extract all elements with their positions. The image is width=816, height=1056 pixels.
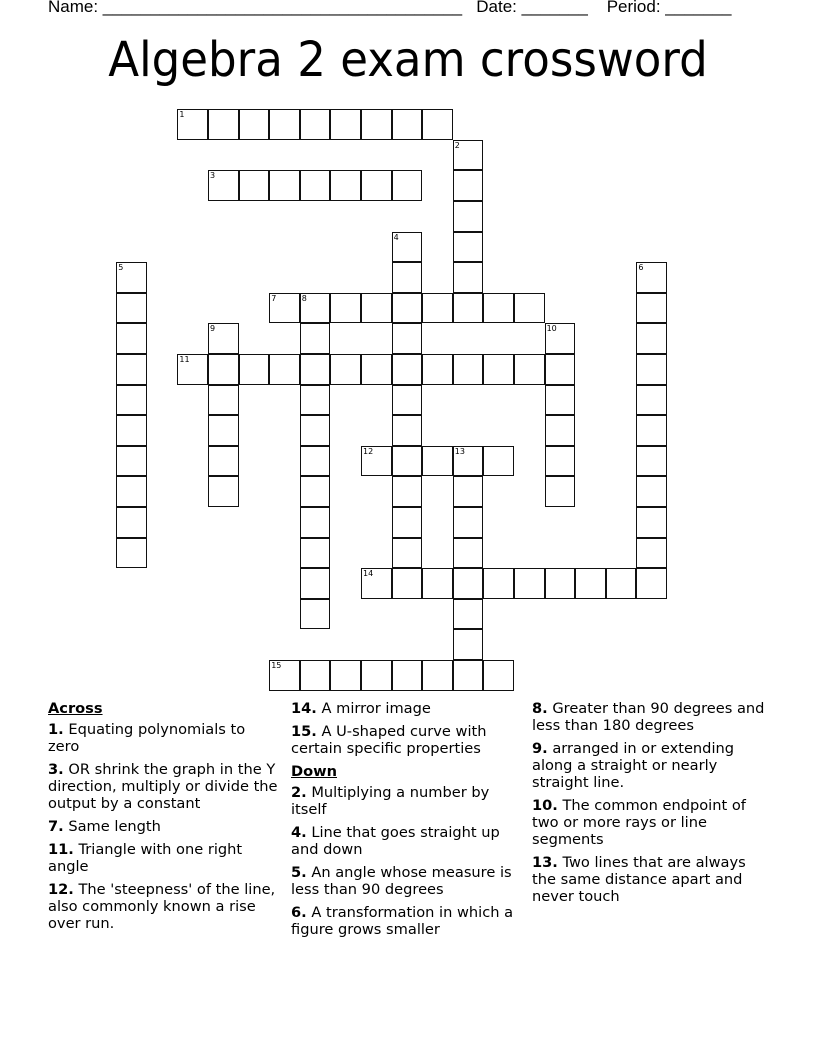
crossword-cell[interactable] [361, 568, 392, 599]
crossword-cell[interactable] [116, 415, 147, 446]
crossword-cell[interactable] [453, 170, 484, 201]
crossword-cell[interactable] [483, 446, 514, 477]
crossword-cell[interactable] [300, 446, 331, 477]
down-heading: Down [291, 763, 338, 780]
crossword-cell[interactable] [269, 109, 300, 140]
date-field-label: Date: _______ [476, 0, 588, 16]
crossword-cell[interactable] [208, 170, 239, 201]
crossword-cell[interactable] [392, 170, 423, 201]
crossword-cell[interactable] [636, 568, 667, 599]
crossword-cell[interactable] [116, 262, 147, 293]
crossword-cell[interactable] [453, 201, 484, 232]
crossword-cell[interactable] [300, 476, 331, 507]
crossword-cell[interactable] [239, 109, 270, 140]
crossword-cell[interactable] [300, 109, 331, 140]
clue-number: 5 [118, 263, 124, 273]
name-field-label: Name: ______________________________________ [48, 0, 463, 16]
crossword-cell[interactable] [330, 354, 361, 385]
clues-column-3 [532, 700, 768, 911]
crossword-cell[interactable] [300, 170, 331, 201]
crossword-cell[interactable] [606, 568, 637, 599]
crossword-cell[interactable] [116, 293, 147, 324]
crossword-cell[interactable] [269, 660, 300, 691]
clue-number: 2 [454, 140, 460, 150]
crossword-cell[interactable] [636, 323, 667, 354]
crossword-cell[interactable] [483, 293, 514, 324]
clue-number: 14 [363, 569, 374, 579]
clue-across-11: 11. Triangle with one right angle [48, 841, 243, 875]
crossword-cell[interactable] [392, 385, 423, 416]
clue-down-13: 13. Two lines that are always the same distance apart and never touch [532, 854, 746, 905]
clue-number: 10 [546, 324, 557, 334]
clue-down-5: 5. An angle whose measure is less than 90 degrees [291, 864, 512, 898]
crossword-cell[interactable] [545, 415, 576, 446]
crossword-cell[interactable] [392, 568, 423, 599]
crossword-cell[interactable] [300, 538, 331, 569]
crossword-cell[interactable] [300, 293, 331, 324]
crossword-cell[interactable] [575, 568, 606, 599]
crossword-cell[interactable] [514, 293, 545, 324]
clues-column-1 [48, 700, 280, 938]
crossword-cell[interactable] [116, 354, 147, 385]
crossword-cell[interactable] [208, 109, 239, 140]
clues-column-2 [291, 700, 523, 944]
crossword-cell[interactable] [177, 109, 208, 140]
crossword-cell[interactable] [545, 354, 576, 385]
crossword-cell[interactable] [116, 476, 147, 507]
crossword-cell[interactable] [422, 109, 453, 140]
crossword-cell[interactable] [392, 415, 423, 446]
crossword-cell[interactable] [208, 354, 239, 385]
crossword-cell[interactable] [422, 660, 453, 691]
crossword-cell[interactable] [392, 109, 423, 140]
clue-across-15: 15. A U-shaped curve with certain specific properties [291, 723, 487, 757]
crossword-cell[interactable] [300, 599, 331, 630]
crossword-cell[interactable] [116, 323, 147, 354]
crossword-cell[interactable] [545, 323, 576, 354]
crossword-cell[interactable] [636, 385, 667, 416]
clue-down-4: 4. Line that goes straight up and down [291, 824, 500, 858]
crossword-cell[interactable] [361, 354, 392, 385]
clue-across-3: 3. OR shrink the graph in the Y direction, multiply or divide the output by a constant [48, 761, 278, 812]
crossword-cell[interactable] [330, 109, 361, 140]
crossword-cell[interactable] [361, 660, 392, 691]
crossword-cell[interactable] [361, 293, 392, 324]
crossword-cell[interactable] [392, 538, 423, 569]
crossword-cell[interactable] [330, 170, 361, 201]
crossword-cell[interactable] [116, 538, 147, 569]
crossword-cell[interactable] [636, 415, 667, 446]
crossword-cell[interactable] [361, 446, 392, 477]
crossword-cell[interactable] [208, 476, 239, 507]
crossword-cell[interactable] [208, 385, 239, 416]
crossword-cell[interactable] [453, 629, 484, 660]
across-heading: Across [48, 700, 103, 717]
clue-down-10: 10. The common endpoint of two or more rays or line segments [532, 797, 746, 848]
crossword-cell[interactable] [453, 232, 484, 263]
crossword-cell[interactable] [453, 538, 484, 569]
crossword-cell[interactable] [636, 354, 667, 385]
crossword-cell[interactable] [483, 568, 514, 599]
crossword-cell[interactable] [483, 660, 514, 691]
crossword-cell[interactable] [392, 507, 423, 538]
crossword-cell[interactable] [392, 354, 423, 385]
crossword-cell[interactable] [453, 476, 484, 507]
crossword-cell[interactable] [453, 293, 484, 324]
crossword-cell[interactable] [269, 354, 300, 385]
clue-across-1: 1. Equating polynomials to zero [48, 721, 246, 755]
clue-across-7: 7. Same length [48, 818, 161, 835]
crossword-cell[interactable] [636, 446, 667, 477]
page-title: Algebra 2 exam crossword [108, 32, 708, 88]
crossword-cell[interactable] [300, 385, 331, 416]
crossword-cell[interactable] [269, 293, 300, 324]
crossword-cell[interactable] [636, 262, 667, 293]
crossword-cell[interactable] [208, 415, 239, 446]
crossword-cell[interactable] [422, 354, 453, 385]
crossword-cell[interactable] [300, 354, 331, 385]
period-field-label: Period: _______ [606, 0, 732, 16]
crossword-cell[interactable] [239, 170, 270, 201]
crossword-cell[interactable] [361, 109, 392, 140]
crossword-cell[interactable] [636, 476, 667, 507]
clue-down-8: 8. Greater than 90 degrees and less than 180 degrees [532, 700, 765, 734]
clue-number: 13 [454, 446, 465, 456]
clue-number: 3 [210, 171, 216, 181]
crossword-cell[interactable] [177, 354, 208, 385]
clue-down-2: 2. Multiplying a number by itself [291, 784, 490, 818]
crossword-cell[interactable] [453, 446, 484, 477]
crossword-cell[interactable] [300, 507, 331, 538]
crossword-cell[interactable] [392, 293, 423, 324]
clue-number: 1 [179, 110, 185, 120]
clue-number: 11 [179, 355, 190, 364]
crossword-cell[interactable] [208, 446, 239, 477]
crossword-cell[interactable] [239, 354, 270, 385]
crossword-cell[interactable] [392, 262, 423, 293]
crossword-cell[interactable] [545, 476, 576, 507]
crossword-cell[interactable] [483, 354, 514, 385]
crossword-cell[interactable] [392, 660, 423, 691]
crossword-cell[interactable] [636, 538, 667, 569]
clue-number: 15 [271, 661, 282, 670]
crossword-cell[interactable] [453, 599, 484, 630]
crossword-cell[interactable] [636, 507, 667, 538]
crossword-cell[interactable] [330, 293, 361, 324]
crossword-cell[interactable] [453, 507, 484, 538]
crossword-cell[interactable] [300, 323, 331, 354]
crossword-cell[interactable] [422, 293, 453, 324]
crossword-cell[interactable] [453, 140, 484, 171]
crossword-cell[interactable] [514, 354, 545, 385]
clue-across-12: 12. The 'steepness' of the line, also commonly known a rise over run. [48, 881, 276, 932]
crossword-cell[interactable] [422, 446, 453, 477]
crossword-cell[interactable] [545, 446, 576, 477]
clue-number: 12 [363, 446, 374, 456]
clue-number: 9 [210, 324, 216, 334]
crossword-cell[interactable] [453, 262, 484, 293]
crossword-cell[interactable] [300, 568, 331, 599]
crossword-cell[interactable] [392, 476, 423, 507]
crossword-cell[interactable] [514, 568, 545, 599]
crossword-cell[interactable] [361, 170, 392, 201]
crossword-cell[interactable] [422, 568, 453, 599]
clue-number: 4 [393, 232, 399, 242]
clue-number: 7 [271, 293, 277, 303]
crossword-cell[interactable] [300, 660, 331, 691]
crossword-cell[interactable] [392, 323, 423, 354]
crossword-cell[interactable] [453, 568, 484, 599]
clue-number: 6 [638, 263, 644, 273]
crossword-cell[interactable] [453, 354, 484, 385]
crossword-cell[interactable] [208, 323, 239, 354]
crossword-cell[interactable] [116, 507, 147, 538]
crossword-cell[interactable] [545, 385, 576, 416]
crossword-cell[interactable] [392, 446, 423, 477]
clue-across-14: 14. A mirror image [291, 700, 431, 717]
crossword-cell[interactable] [453, 660, 484, 691]
crossword-cell[interactable] [330, 660, 361, 691]
crossword-cell[interactable] [116, 385, 147, 416]
clue-down-6: 6. A transformation in which a figure grows smaller [291, 904, 514, 938]
crossword-cell[interactable] [636, 293, 667, 324]
clue-number: 8 [301, 293, 307, 303]
crossword-cell[interactable] [300, 415, 331, 446]
crossword-cell[interactable] [269, 170, 300, 201]
crossword-cell[interactable] [392, 232, 423, 263]
clue-down-9: 9. arranged in or extending along a straight or nearly straight line. [532, 740, 735, 791]
crossword-cell[interactable] [116, 446, 147, 477]
crossword-cell[interactable] [545, 568, 576, 599]
